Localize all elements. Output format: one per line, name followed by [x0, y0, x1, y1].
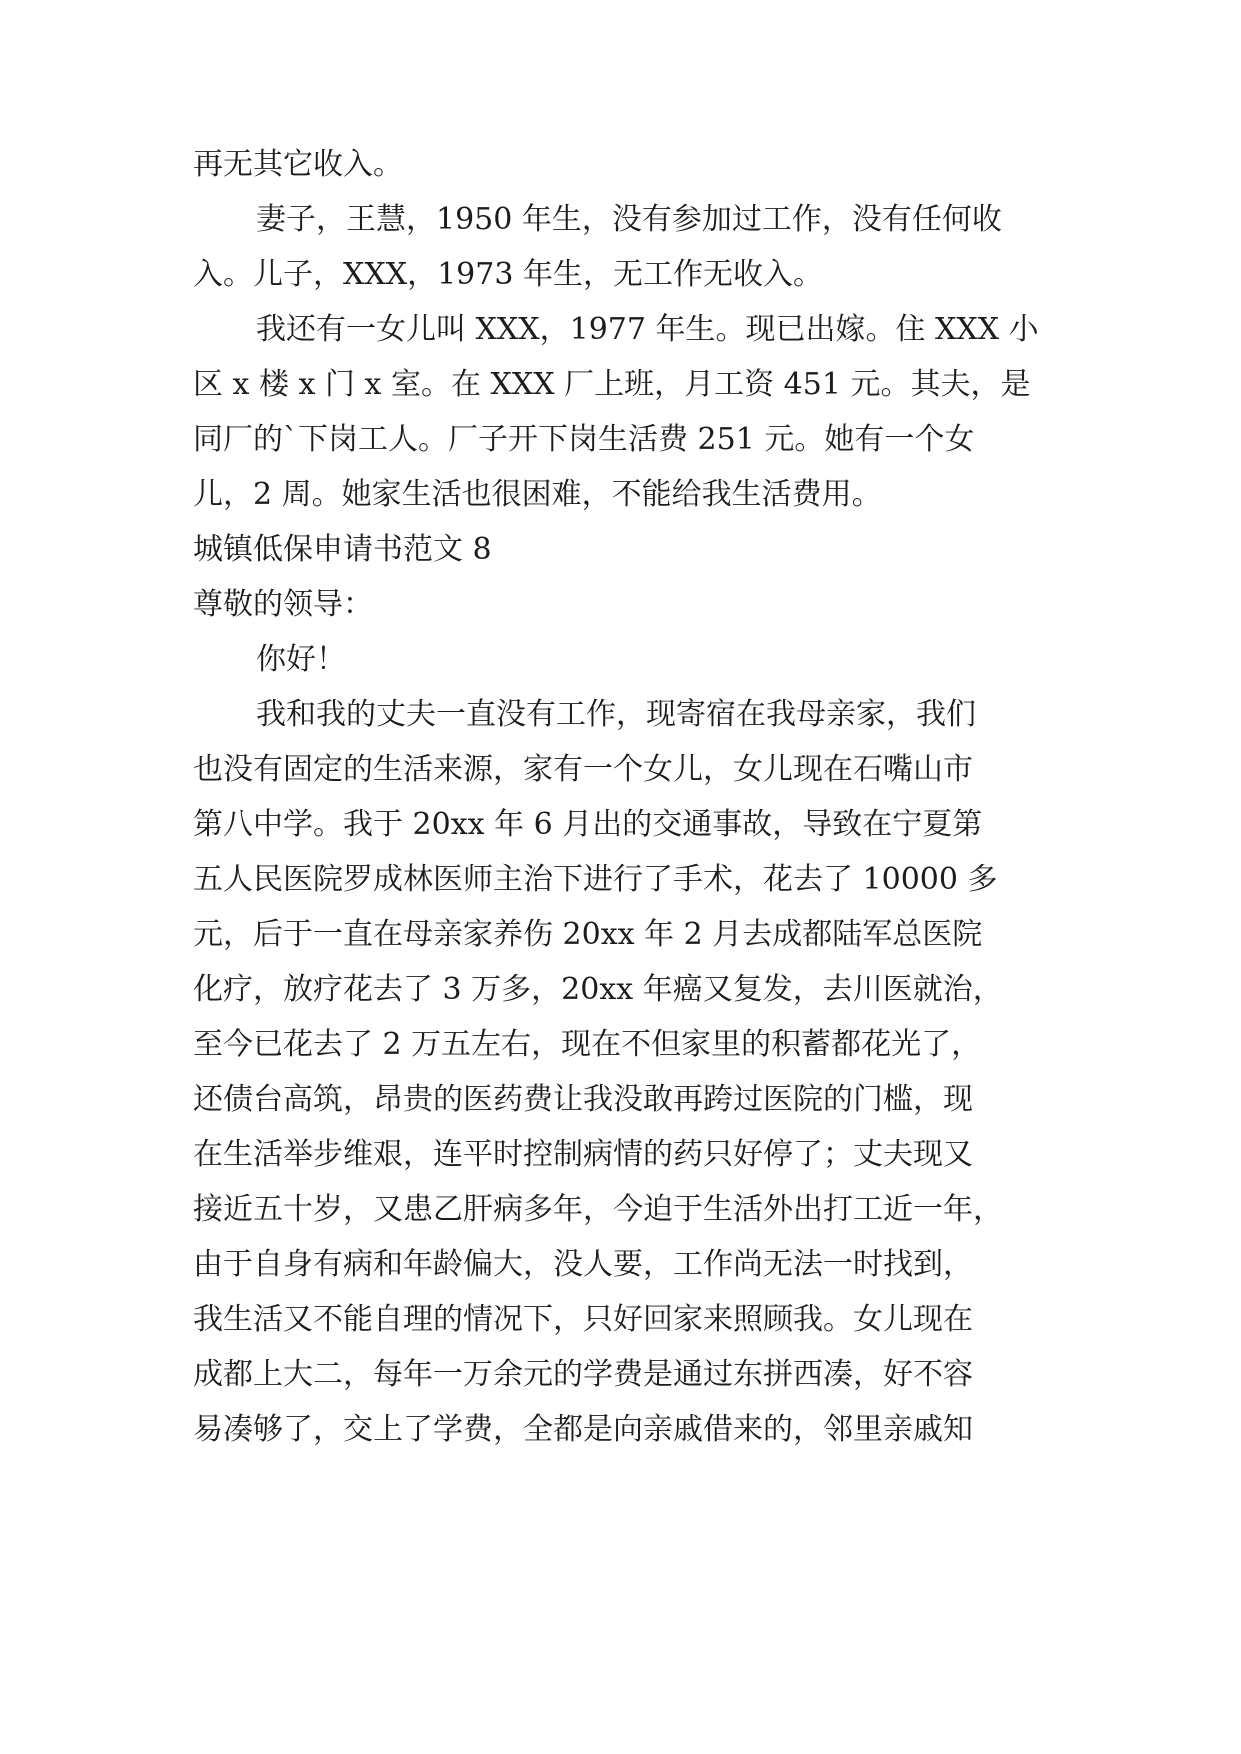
text-line: 再无其它收入。 [193, 147, 403, 182]
text-line: 我还有一女儿叫 XXX，1977 年生。现已出嫁。住 XXX 小 [256, 312, 1039, 347]
text-line: 在生活举步维艰，连平时控制病情的药只好停了；丈夫现又 [193, 1137, 973, 1172]
text-line: 成都上大二，每年一万余元的学费是通过东拼西凑，好不容 [193, 1357, 973, 1392]
text-line: 同厂的`下岗工人。厂子开下岗生活费 251 元。她有一个女 [193, 422, 975, 457]
section-heading: 城镇低保申请书范文 8 [193, 532, 492, 567]
text-line: 区 x 楼 x 门 x 室。在 XXX 厂上班，月工资 451 元。其夫，是 [193, 367, 1031, 402]
text-line: 元，后于一直在母亲家养伤 20xx 年 2 月去成都陆军总医院 [193, 917, 983, 952]
text-line: 也没有固定的生活来源，家有一个女儿，女儿现在石嘴山市 [193, 752, 973, 787]
text-line: 易凑够了，交上了学费，全都是向亲戚借来的，邻里亲戚知 [193, 1412, 973, 1447]
text-line: 入。儿子，XXX，1973 年生，无工作无收入。 [193, 257, 823, 292]
text-line: 我和我的丈夫一直没有工作，现寄宿在我母亲家，我们 [256, 697, 976, 732]
text-line: 妻子，王慧，1950 年生，没有参加过工作，没有任何收 [256, 202, 1002, 237]
salutation: 尊敬的领导： [193, 587, 373, 622]
text-line: 接近五十岁，又患乙肝病多年，今迫于生活外出打工近一年， [193, 1192, 1003, 1227]
text-line: 由于自身有病和年龄偏大，没人要，工作尚无法一时找到， [193, 1247, 973, 1282]
text-line: 还债台高筑，昂贵的医药费让我没敢再跨过医院的门槛，现 [193, 1082, 973, 1117]
greeting: 你好！ [256, 642, 346, 677]
text-line: 我生活又不能自理的情况下，只好回家来照顾我。女儿现在 [193, 1302, 973, 1337]
text-line: 化疗，放疗花去了 3 万多，20xx 年癌又复发，去川医就治， [193, 972, 1003, 1007]
text-line: 五人民医院罗成林医师主治下进行了手术，花去了 10000 多 [193, 862, 998, 897]
text-line: 至今已花去了 2 万五左右，现在不但家里的积蓄都花光了， [193, 1027, 982, 1062]
text-line: 儿，2 周。她家生活也很困难，不能给我生活费用。 [193, 477, 882, 512]
text-line: 第八中学。我于 20xx 年 6 月出的交通事故，导致在宁夏第 [193, 807, 983, 842]
